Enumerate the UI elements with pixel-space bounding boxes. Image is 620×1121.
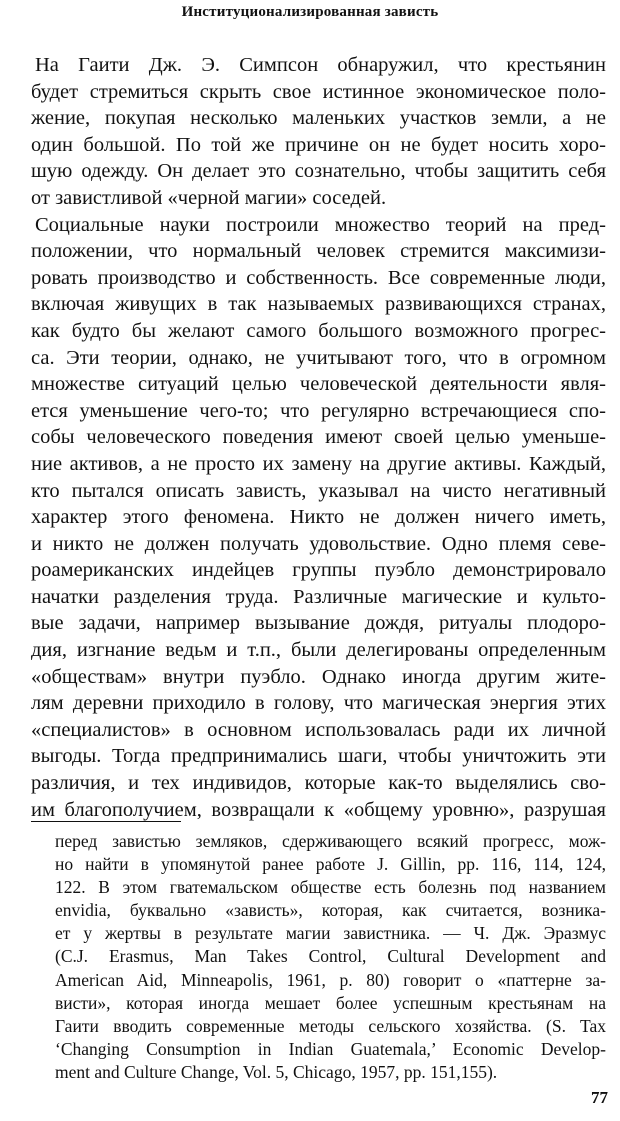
running-head: Институционализированная зависть [181, 4, 439, 20]
body-line-22: вые задачи, например вызывание дождя, ритуалы плодоро- [31, 612, 606, 635]
body-line-21: начатки разделения труда. Различные магические и культо- [31, 585, 606, 608]
body-line-2: будет стремиться скрыть свое истинное экономическое поло- [31, 80, 606, 103]
body-line-5: шую одежду. Он делает это сознательно, чтобы защитить себя [31, 160, 606, 183]
footnote-line-10: ‘Changing Consumption in Indian Guatemala,’ Economic Develop- [55, 1038, 606, 1059]
body-line-20: роамериканских индейцев группы пуэбло демонстрировало [31, 559, 606, 582]
footnote-line-5: ет у жертвы в результате магии завистника. — Ч. Дж. Эразмус [55, 923, 606, 944]
footnote-line-6: (C.J. Erasmus, Man Takes Control, Cultural Development and [55, 946, 606, 967]
body-line-17: кто пытался описать зависть, указывал на чисто негативный [31, 479, 606, 502]
body-line-1: На Гаити Дж. Э. Симпсон обнаружил, что крестьянин [35, 54, 606, 76]
body-line-13: множестве ситуаций целью человеческой деятельности явля- [31, 373, 606, 396]
body-line-12: са. Эти теории, однако, не учитывают того, что в огромном [31, 346, 606, 369]
body-line-14: ется уменьшение чего-то; что регулярно встречающиеся спо- [31, 399, 606, 422]
footnote-line-9: Гаити вводить современные методы сельского хозяйства. (S. Tax [55, 1015, 606, 1036]
footnote-line-11: ment and Culture Change, Vol. 5, Chicago, 1957, pp. 151,155). [55, 1061, 498, 1082]
body-line-8: положении, что нормальный человек стремится максимизи- [31, 240, 606, 263]
body-line-29: им благополучием, возвращали к «общему уровню», разрушая [31, 798, 606, 821]
body-line-19: и никто не должен получать удовольствие. Одно племя севе- [31, 532, 606, 555]
body-line-18: характер этого феномена. Никто не должен ничего иметь, [31, 506, 606, 529]
body-line-4: один большой. По той же причине он не будет носить хоро- [31, 133, 606, 156]
footnote-line-3: 122. В этом гватемальском обществе есть болезнь под названием [55, 877, 606, 898]
body-text [31, 52, 606, 823]
page-number: 77 [591, 1088, 608, 1107]
body-line-28: различия, и тех индивидов, которые как-то выделялись сво- [31, 772, 606, 795]
footnote [55, 830, 606, 1084]
body-line-3: жение, покупая несколько маленьких участков земли, а не [31, 107, 606, 130]
footnote-line-7: American Aid, Minneapolis, 1961, p. 80) говорит о «паттерне за- [55, 969, 606, 990]
footnote-line-1: перед завистью земляков, сдерживающего всякий прогресс, мож- [55, 831, 606, 851]
body-line-24: «обществам» внутри пуэбло. Однако иногда другим жите- [31, 665, 606, 688]
body-line-7: Социальные науки построили множество теорий на пред- [35, 213, 606, 236]
body-line-11: как будто бы желают самого большого возможного прогрес- [31, 319, 606, 342]
body-line-9: ровать производство и собственность. Все современные люди, [31, 266, 606, 289]
footnote-line-4: envidia, буквально «зависть», которая, как считается, возника- [55, 900, 606, 921]
body-line-26: «специалистов» в основном использовалась ради их личной [31, 718, 606, 741]
body-line-25: лям деревни приходило в голову, что магическая энергия этих [31, 692, 606, 715]
body-line-15: собы человеческого поведения имеют своей целью уменьше- [31, 426, 606, 449]
footnote-line-8: висти», которая иногда мешает более успешным крестьянам на [55, 992, 606, 1013]
body-line-16: ние активов, а не просто их замену на другие активы. Каждый, [31, 452, 606, 475]
body-line-10: включая живущих в так называемых развивающихся странах, [31, 293, 606, 316]
body-line-6: от завистливой «черной магии» соседей. [31, 186, 387, 209]
body-line-23: дия, изгнание ведьм и т.п., были делегированы определенным [31, 639, 606, 662]
footnote-line-2: но найти в упомянутой ранее работе J. Gillin, pp. 116, 114, 124, [55, 854, 606, 875]
body-line-27: выгоды. Тогда предпринимались шаги, чтобы уничтожить эти [31, 745, 606, 768]
footnote-divider [31, 821, 181, 822]
